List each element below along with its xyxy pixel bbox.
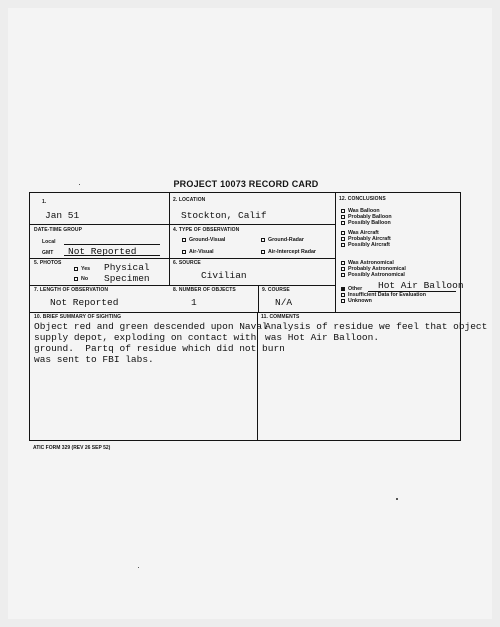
photos-yes-value: Physical: [104, 262, 150, 273]
conclusion-checkbox[interactable]: [341, 273, 345, 277]
checkbox-air-visual[interactable]: [182, 250, 186, 254]
conclusion-other-value: Hot Air Balloon: [378, 280, 464, 291]
conclusion-option[interactable]: [341, 220, 391, 226]
divider-left-column: [169, 193, 170, 285]
conclusion-option-label: Was Balloon: [348, 208, 380, 214]
divider-mid-column: [335, 193, 336, 312]
type-of-observation-label: 4. TYPE OF OBSERVATION: [173, 227, 240, 233]
local-time-line: [64, 244, 160, 245]
divider-row-3: [30, 285, 335, 286]
brief-summary-text: Object red and green descended upon Naval supply depot, exploding on contact with ground. Partq of residue which did not burn was sent to FBI labs.: [34, 321, 285, 365]
photos-no-value: Specimen: [104, 273, 150, 284]
date-value: Jan 51: [45, 210, 80, 221]
divider-row-1: [30, 224, 335, 225]
conclusion-option-label: Insufficient Data for Evaluation: [348, 292, 426, 298]
option-air-visual-label: Air-Visual: [189, 249, 214, 255]
location-label: 2. LOCATION: [173, 197, 206, 203]
option-ground-radar[interactable]: [261, 237, 304, 243]
conclusion-option-label: Other: [348, 286, 363, 292]
conclusion-option[interactable]: [341, 272, 405, 278]
comments-label: 11. COMMENTS: [261, 314, 300, 320]
course-label: 9. COURSE: [262, 287, 290, 293]
record-card: [29, 192, 488, 441]
form-number: ATIC FORM 329 (REV 26 SEP 52): [33, 445, 111, 451]
checkbox-ground-radar[interactable]: [261, 238, 265, 242]
length-of-observation-label: 7. LENGTH OF OBSERVATION: [34, 287, 109, 293]
gmt-label: GMT: [42, 250, 54, 256]
conclusion-option-label: Possibly Astronomical: [348, 272, 405, 278]
photos-yes-option[interactable]: [74, 266, 90, 272]
conclusion-option-label: Possibly Balloon: [348, 220, 391, 226]
conclusion-option[interactable]: [341, 242, 390, 248]
comments-text: Analysis of residue we feel that object was Hot Air Balloon.: [265, 321, 488, 343]
conclusion-option-label: Probably Balloon: [348, 214, 392, 220]
checkbox-photos-yes[interactable]: [74, 267, 78, 271]
conclusion-option-label: Unknown: [348, 298, 372, 304]
conclusion-checkbox[interactable]: [341, 299, 345, 303]
photos-label: 5. PHOTOS: [34, 260, 62, 266]
conclusion-option-label: Probably Aircraft: [348, 236, 391, 242]
option-air-visual[interactable]: [182, 249, 214, 255]
local-time-label: Local: [42, 239, 56, 245]
photos-yes-label: Yes: [81, 266, 91, 272]
date-label: 1.: [42, 199, 47, 205]
brief-summary-label: 10. BRIEF SUMMARY OF SIGHTING: [34, 314, 122, 320]
conclusion-checkbox[interactable]: [341, 237, 345, 241]
option-ground-visual[interactable]: [182, 237, 225, 243]
option-air-intercept-radar[interactable]: [261, 249, 316, 255]
conclusions-label: 12. CONCLUSIONS: [339, 196, 386, 202]
source-value: Civilian: [201, 270, 247, 281]
option-ground-visual-label: Ground-Visual: [189, 237, 226, 243]
conclusion-option-label: Probably Astronomical: [348, 266, 406, 272]
scan-speck: [79, 184, 80, 185]
option-ground-radar-label: Ground-Radar: [268, 237, 304, 243]
number-of-objects-value: 1: [191, 297, 197, 308]
conclusion-checkbox[interactable]: [341, 267, 345, 271]
gmt-line: [64, 255, 160, 256]
gmt-value: Not Reported: [68, 246, 137, 257]
conclusion-checkbox[interactable]: [341, 287, 345, 291]
number-of-objects-label: 8. NUMBER OF OBJECTS: [173, 287, 236, 293]
conclusion-option-label: Was Aircraft: [348, 230, 379, 236]
photos-no-label: No: [81, 276, 89, 282]
checkbox-air-intercept-radar[interactable]: [261, 250, 265, 254]
source-label: 6. SOURCE: [173, 260, 201, 266]
conclusion-option-label: Possibly Aircraft: [348, 242, 390, 248]
course-value: N/A: [275, 297, 293, 308]
card-title: PROJECT 10073 RECORD CARD: [173, 179, 319, 189]
conclusion-checkbox[interactable]: [341, 231, 345, 235]
date-time-group-label: DATE-TIME GROUP: [34, 227, 83, 233]
photos-no-option[interactable]: [74, 276, 88, 282]
conclusion-checkbox[interactable]: [341, 215, 345, 219]
checkbox-ground-visual[interactable]: [182, 238, 186, 242]
scan-speck: [396, 498, 398, 500]
conclusion-checkbox[interactable]: [341, 261, 345, 265]
conclusion-checkbox[interactable]: [341, 243, 345, 247]
divider-objects-course: [258, 285, 259, 312]
length-of-observation-value: Not Reported: [50, 297, 119, 308]
divider-row-2: [30, 258, 335, 259]
conclusion-checkbox[interactable]: [341, 209, 345, 213]
location-value: Stockton, Calif: [181, 210, 267, 221]
conclusion-option-label: Was Astronomical: [348, 260, 394, 266]
scan-speck: [138, 567, 139, 568]
divider-row-4: [30, 312, 460, 313]
conclusion-checkbox[interactable]: [341, 221, 345, 225]
checkbox-photos-no[interactable]: [74, 277, 78, 281]
conclusion-option[interactable]: [341, 298, 372, 304]
conclusion-checkbox[interactable]: [341, 293, 345, 297]
option-air-intercept-radar-label: Air-Intercept Radar: [268, 249, 316, 255]
